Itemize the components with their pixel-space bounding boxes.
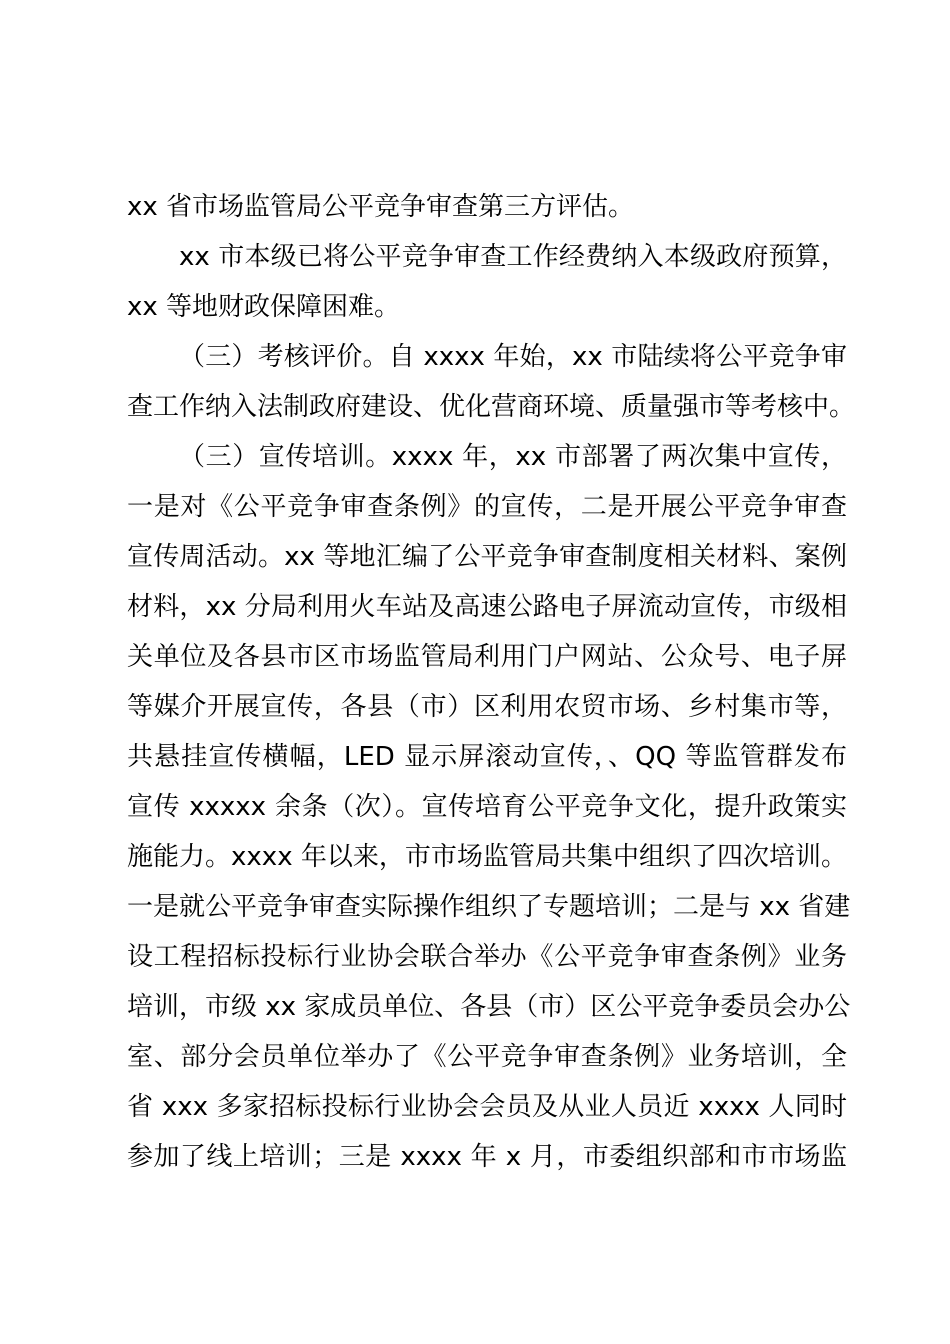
text-line: 共悬挂宣传横幅，LED 显示屏滚动宣传，、QQ 等监管群发布 bbox=[127, 742, 847, 772]
text-line: 宣传 xxxxx 余条（次）。宣传培育公平竞争文化，提升政策实 bbox=[127, 792, 847, 822]
text-line: 室、部分会员单位举办了《公平竞争审查条例》业务培训，全 bbox=[127, 1042, 847, 1072]
text-line: 省 xxx 多家招标投标行业协会会员及从业人员近 xxxx 人同时 bbox=[127, 1092, 847, 1122]
text-line: xx 市本级已将公平竞争审查工作经费纳入本级政府预算， bbox=[179, 242, 847, 272]
text-line: 材料，xx 分局利用火车站及高速公路电子屏流动宣传，市级相 bbox=[127, 592, 847, 622]
text-line: xx 等地财政保障困难。 bbox=[127, 292, 401, 322]
text-line: 施能力。xxxx 年以来，市市场监管局共集中组织了四次培训。 bbox=[127, 842, 847, 872]
text-line: （三）考核评价。自 xxxx 年始，xx 市陆续将公平竞争审 bbox=[179, 342, 847, 372]
document-body bbox=[127, 182, 856, 1182]
text-line: 一是对《公平竞争审查条例》的宣传，二是开展公平竞争审查 bbox=[127, 492, 847, 522]
text-line: 参加了线上培训；三是 xxxx 年 x 月，市委组织部和市市场监 bbox=[127, 1142, 847, 1172]
text-line: 一是就公平竞争审查实际操作组织了专题培训；二是与 xx 省建 bbox=[127, 892, 851, 922]
text-line: xx 省市场监管局公平竞争审查第三方评估。 bbox=[127, 192, 635, 222]
text-line: 查工作纳入法制政府建设、优化营商环境、质量强市等考核中。 bbox=[127, 392, 856, 422]
text-line: （三）宣传培训。xxxx 年，xx 市部署了两次集中宣传， bbox=[179, 442, 847, 472]
text-line: 关单位及各县市区市场监管局利用门户网站、公众号、电子屏 bbox=[127, 642, 847, 672]
text-line: 宣传周活动。xx 等地汇编了公平竞争审查制度相关材料、案例 bbox=[127, 542, 847, 572]
text-line: 设工程招标投标行业协会联合举办《公平竞争审查条例》业务 bbox=[127, 942, 847, 972]
text-line: 培训，市级 xx 家成员单位、各县（市）区公平竞争委员会办公 bbox=[127, 992, 851, 1022]
text-line: 等媒介开展宣传，各县（市）区利用农贸市场、乡村集市等， bbox=[127, 692, 847, 722]
